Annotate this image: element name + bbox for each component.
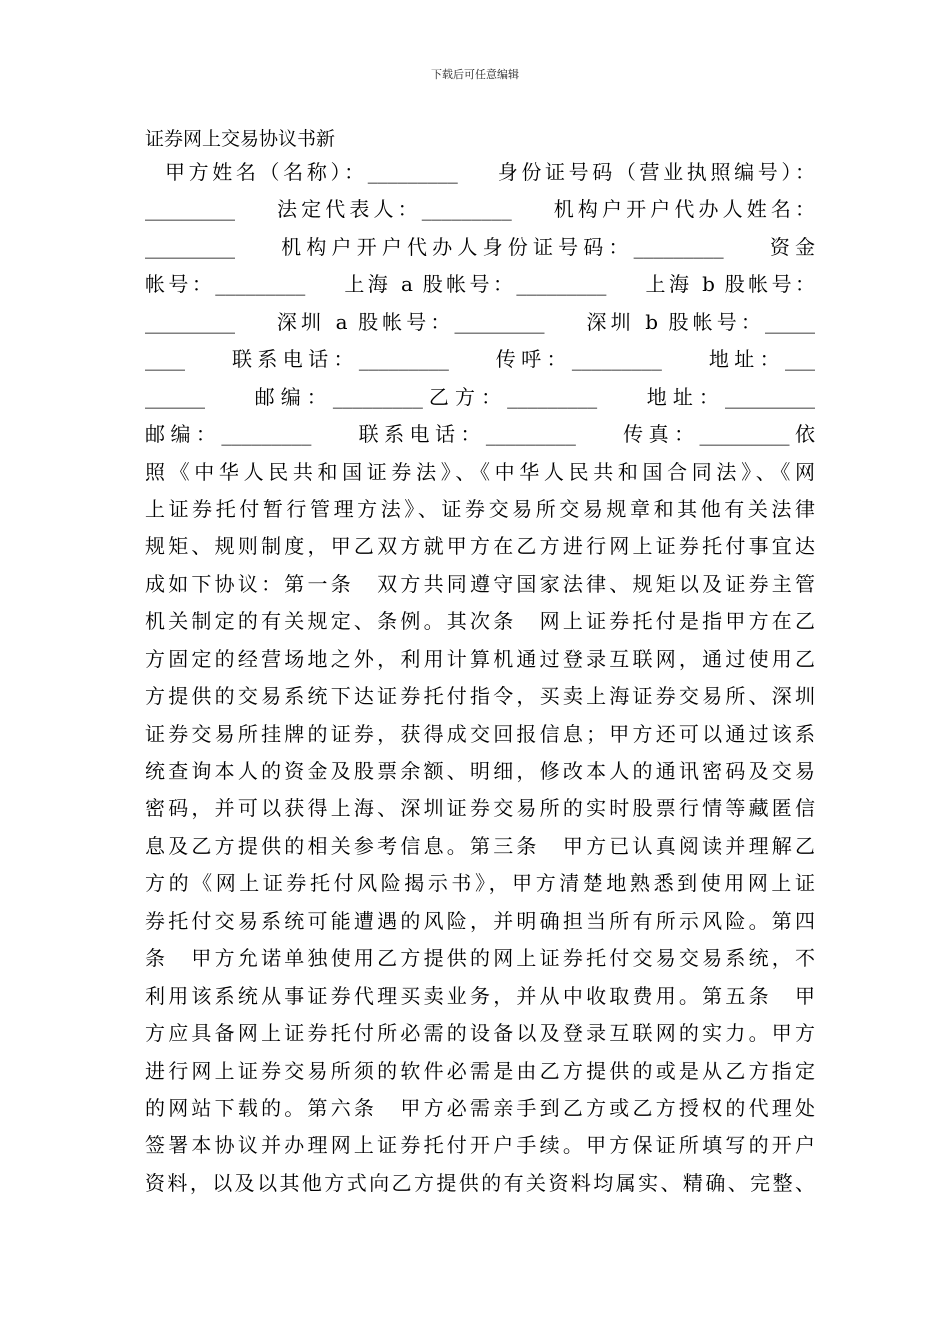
body-line: 方固定的经营场地之外，利用计算机通过登录互联网，通过使用乙 <box>145 646 815 671</box>
body-line: 甲方姓名（名称）：_________ 身份证号码（营业执照编号）： <box>145 160 815 184</box>
body-line: 方提供的交易系统下达证券托付指令，买卖上海证券交易所、深圳 <box>145 684 815 709</box>
body-line: ______ 邮编：_________乙方：_________ 地址：_________ <box>145 384 815 409</box>
body-line: 密码，并可以获得上海、深圳证券交易所的实时股票行情等藏匿信 <box>145 796 815 821</box>
body-line: ____ 联系电话：_________ 传呼：_________ 地址：___ <box>145 347 815 372</box>
body-line: 上证券托付暂行管理方法》、证券交易所交易规章和其他有关法律 <box>145 496 815 521</box>
body-line: 的网站下载的。第六条 甲方必需亲手到乙方或乙方授权的代理处 <box>145 1095 815 1120</box>
body-line: 统查询本人的资金及股票余额、明细，修改本人的通讯密码及交易 <box>145 759 815 783</box>
body-line: 证券交易所挂牌的证券，获得成交回报信息；甲方还可以通过该系 <box>145 721 815 746</box>
body-line: 机关制定的有关规定、条例。其次条 网上证券托付是指甲方在乙 <box>145 609 815 634</box>
header-note: 下载后可任意编辑 <box>431 68 519 81</box>
body-line: 进行网上证券交易所须的软件必需是由乙方提供的或是从乙方指定 <box>145 1058 815 1083</box>
body-line: 规矩、规则制度，甲乙双方就甲方在乙方进行网上证券托付事宜达 <box>145 534 815 559</box>
document-body <box>145 154 815 1202</box>
body-line: _________ 机构户开户代办人身份证号码：_________ 资金 <box>145 234 815 259</box>
body-line: 息及乙方提供的相关参考信息。第三条 甲方已认真阅读并理解乙 <box>145 833 815 858</box>
body-line: 成如下协议：第一条 双方共同遵守国家法律、规矩以及证券主管 <box>145 571 815 596</box>
body-line: 照《中华人民共和国证券法》、《中华人民共和国合同法》、《网 <box>145 459 815 484</box>
body-line: 方应具备网上证券托付所必需的设备以及登录互联网的实力。甲方 <box>145 1021 815 1046</box>
document-title: 证券网上交易协议书新 <box>145 128 336 150</box>
body-line: 邮编：_________ 联系电话：_________ 传真：_________依 <box>145 422 815 447</box>
body-line: 资料，以及以其他方式向乙方提供的有关资料均属实、精确、完整、 <box>145 1170 815 1195</box>
body-line: 签署本协议并办理网上证券托付开户手续。甲方保证所填写的开户 <box>145 1133 815 1158</box>
body-line: _________ 深圳 a 股帐号：_________ 深圳 b 股帐号：_____ <box>145 309 815 334</box>
body-line: 方的《网上证券托付风险揭示书》，甲方清楚地熟悉到使用网上证 <box>145 871 815 896</box>
body-line: 条 甲方允诺单独使用乙方提供的网上证券托付交易交易系统，不 <box>145 946 815 971</box>
body-line: 利用该系统从事证券代理买卖业务，并从中收取费用。第五条 甲 <box>145 983 815 1008</box>
body-line: _________ 法定代表人：_________ 机构户开户代办人姓名： <box>145 197 815 222</box>
body-line: 帐号：_________ 上海 a 股帐号：_________ 上海 b 股帐号： <box>145 272 815 297</box>
body-line: 券托付交易系统可能遭遇的风险，并明确担当所有所示风险。第四 <box>145 908 815 933</box>
